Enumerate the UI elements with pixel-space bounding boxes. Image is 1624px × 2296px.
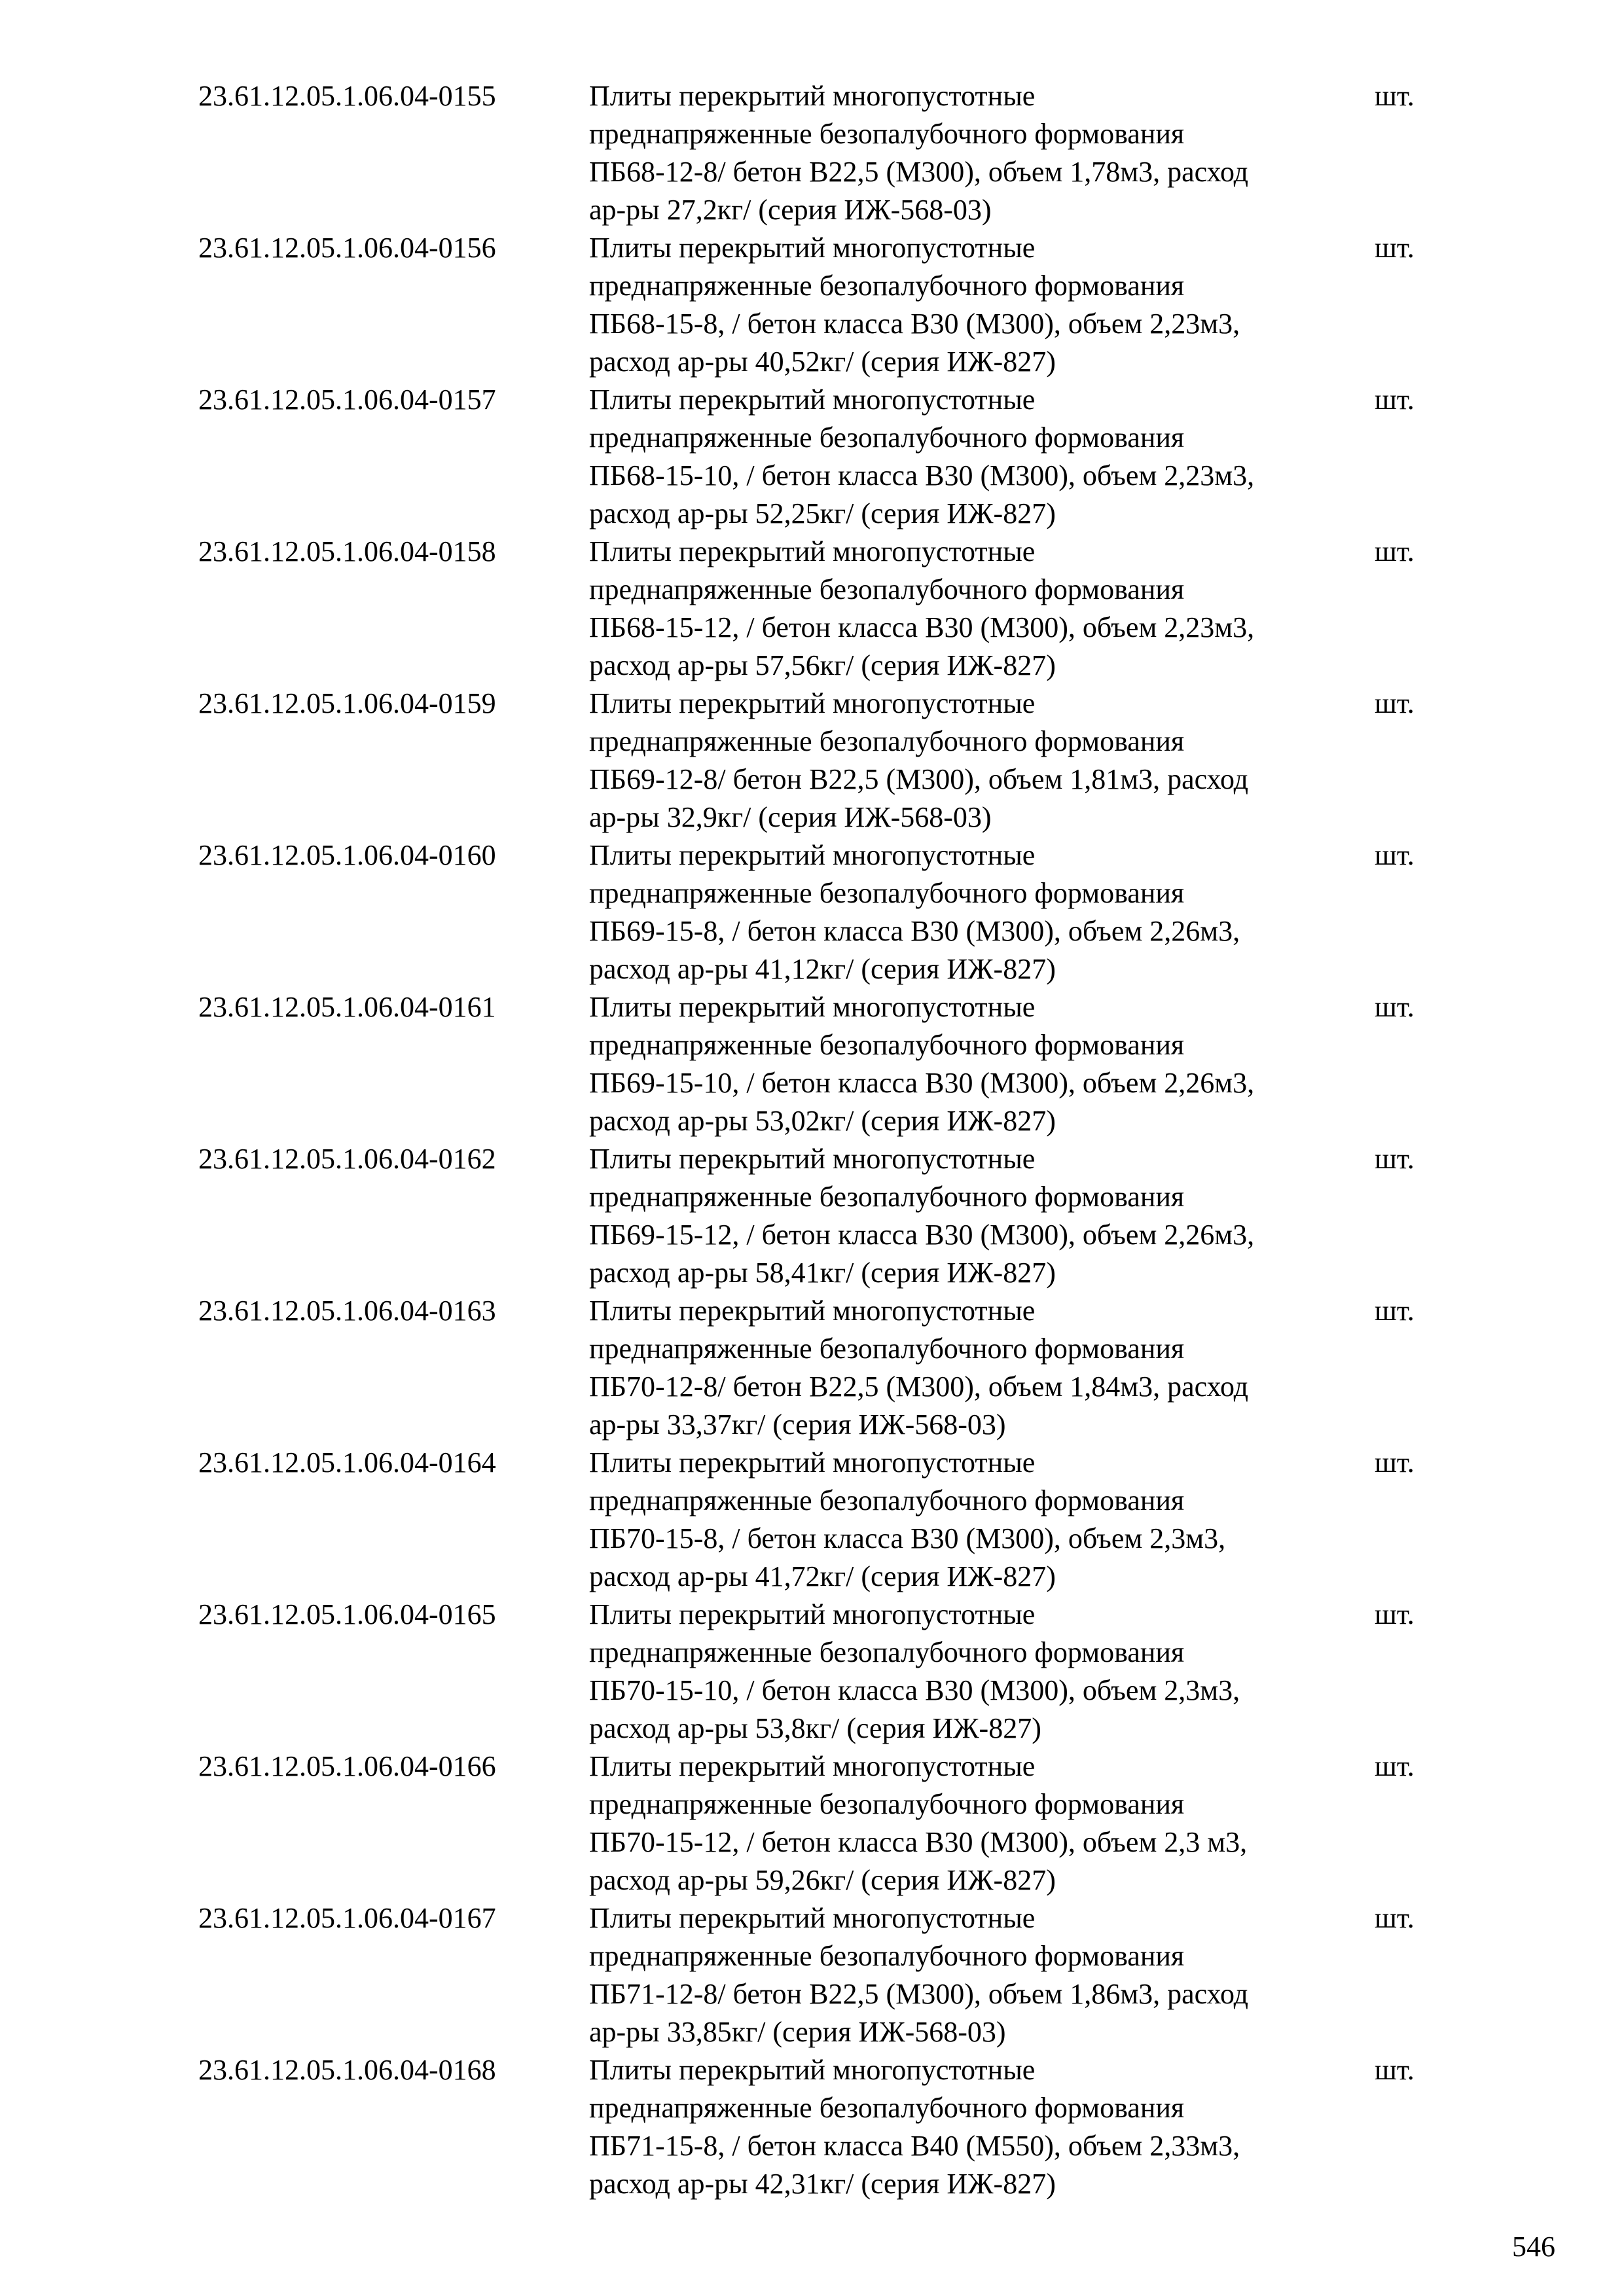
entry-description-line: преднапряженные безопалубочного формования [589,422,1185,454]
entry-description [589,77,1375,229]
entry-description-line: ПБ70-15-8, / бетон класса В30 (М300), объем 2,3м3, [589,1522,1226,1554]
entry-description-line: преднапряженные безопалубочного формования [589,725,1185,757]
entry-description-line: ПБ69-15-8, / бетон класса В30 (М300), объем 2,26м3, [589,915,1240,947]
entry-row [198,1444,1442,1596]
entry-description-line: ПБ69-15-10, / бетон класса В30 (М300), объем 2,26м3, [589,1067,1255,1099]
entry-code: 23.61.12.05.1.06.04-0165 [198,1598,496,1630]
entry-row [198,1899,1442,2051]
entry-description [589,381,1375,533]
entry-description-line: ар-ры 33,85кг/ (серия ИЖ-568-03) [589,2016,1006,2048]
entry-description-line: ПБ68-15-12, / бетон класса В30 (М300), объем 2,23м3, [589,611,1255,643]
entry-row [198,685,1442,836]
entry-description-line: расход ар-ры 42,31кг/ (серия ИЖ-827) [589,2168,1056,2200]
entry-row [198,2051,1442,2203]
entry-description-line: ПБ71-15-8, / бетон класса В40 (М550), объем 2,33м3, [589,2130,1240,2162]
entry-description-line: расход ар-ры 52,25кг/ (серия ИЖ-827) [589,497,1056,529]
entry-description-line: Плиты перекрытий многопустотные [589,1902,1036,1934]
entry-row [198,1292,1442,1444]
entry-unit: шт. [1375,687,1415,719]
entry-description-line: Плиты перекрытий многопустотные [589,1750,1036,1782]
entry-unit: шт. [1375,535,1415,567]
entry-row [198,988,1442,1140]
entry-description-line: расход ар-ры 40,52кг/ (серия ИЖ-827) [589,346,1056,378]
entry-description-line: преднапряженные безопалубочного формования [589,2092,1185,2124]
entry-unit: шт. [1375,1143,1415,1175]
entry-description-line: преднапряженные безопалубочного формования [589,1484,1185,1516]
entry-unit: шт. [1375,1598,1415,1630]
entry-unit: шт. [1375,1902,1415,1934]
entry-code: 23.61.12.05.1.06.04-0166 [198,1750,496,1782]
entry-description [589,2051,1375,2203]
entry-description-line: преднапряженные безопалубочного формования [589,1333,1185,1365]
entry-description-line: преднапряженные безопалубочного формования [589,877,1185,909]
entry-code: 23.61.12.05.1.06.04-0164 [198,1446,496,1479]
entry-description-line: Плиты перекрытий многопустотные [589,839,1036,871]
entry-row [198,381,1442,533]
entry-row [198,77,1442,229]
entry-description [589,1596,1375,1748]
page-number: 546 [1512,2231,1555,2263]
entry-unit: шт. [1375,80,1415,112]
entry-description-line: ПБ69-12-8/ бетон В22,5 (М300), объем 1,81м3, расход [589,763,1249,795]
entry-code: 23.61.12.05.1.06.04-0156 [198,232,496,264]
entry-description [589,1899,1375,2051]
entry-description-line: ПБ70-15-12, / бетон класса В30 (М300), объем 2,3 м3, [589,1826,1248,1858]
entry-description-line: Плиты перекрытий многопустотные [589,1143,1036,1175]
entry-description-line: ПБ68-15-8, / бетон класса В30 (М300), объем 2,23м3, [589,308,1240,340]
entry-description-line: преднапряженные безопалубочного формования [589,1940,1185,1972]
entry-unit: шт. [1375,1295,1415,1327]
entry-description [589,988,1375,1140]
entry-description-line: преднапряженные безопалубочного формования [589,1181,1185,1213]
entry-unit: шт. [1375,232,1415,264]
entry-description-line: Плиты перекрытий многопустотные [589,991,1036,1023]
entry-description [589,1292,1375,1444]
entry-description-line: расход ар-ры 58,41кг/ (серия ИЖ-827) [589,1257,1056,1289]
entry-description-line: преднапряженные безопалубочного формования [589,270,1185,302]
entry-description-line: расход ар-ры 57,56кг/ (серия ИЖ-827) [589,649,1056,681]
entry-description-line: ПБ68-12-8/ бетон В22,5 (М300), объем 1,78м3, расход [589,156,1249,188]
entry-description-line: расход ар-ры 53,02кг/ (серия ИЖ-827) [589,1105,1056,1137]
entry-description-line: ар-ры 33,37кг/ (серия ИЖ-568-03) [589,1408,1006,1441]
entry-row [198,836,1442,988]
entry-code: 23.61.12.05.1.06.04-0167 [198,1902,496,1934]
entry-unit: шт. [1375,839,1415,871]
entry-description-line: ПБ69-15-12, / бетон класса В30 (М300), объем 2,26м3, [589,1219,1255,1251]
entry-description [589,533,1375,685]
entry-code: 23.61.12.05.1.06.04-0155 [198,80,496,112]
entry-code: 23.61.12.05.1.06.04-0161 [198,991,496,1023]
entry-description [589,1140,1375,1292]
entry-description-line: Плиты перекрытий многопустотные [589,1295,1036,1327]
entry-description-line: расход ар-ры 41,12кг/ (серия ИЖ-827) [589,953,1056,985]
entry-description [589,1748,1375,1899]
entry-description-line: преднапряженные безопалубочного формования [589,573,1185,605]
entry-description-line: расход ар-ры 41,72кг/ (серия ИЖ-827) [589,1560,1056,1592]
entry-description-line: ПБ70-12-8/ бетон В22,5 (М300), объем 1,84м3, расход [589,1371,1249,1403]
entry-description-line: Плиты перекрытий многопустотные [589,2054,1036,2086]
entry-row [198,1596,1442,1748]
entry-row [198,1748,1442,1899]
entry-unit: шт. [1375,384,1415,416]
entry-description-line: ПБ71-12-8/ бетон В22,5 (М300), объем 1,86м3, расход [589,1978,1249,2010]
entry-code: 23.61.12.05.1.06.04-0163 [198,1295,496,1327]
entry-description-line: Плиты перекрытий многопустотные [589,535,1036,567]
entry-unit: шт. [1375,991,1415,1023]
entry-description-line: Плиты перекрытий многопустотные [589,384,1036,416]
entry-code: 23.61.12.05.1.06.04-0159 [198,687,496,719]
entry-row [198,1140,1442,1292]
entry-description-line: Плиты перекрытий многопустотные [589,232,1036,264]
entry-row [198,229,1442,381]
entry-description-line: Плиты перекрытий многопустотные [589,1598,1036,1630]
entry-description-line: Плиты перекрытий многопустотные [589,687,1036,719]
entry-code: 23.61.12.05.1.06.04-0168 [198,2054,496,2086]
entry-description-line: Плиты перекрытий многопустотные [589,80,1036,112]
price-entries-list [198,77,1442,2203]
entry-row [198,533,1442,685]
entry-description-line: Плиты перекрытий многопустотные [589,1446,1036,1479]
entry-description-line: преднапряженные безопалубочного формования [589,1788,1185,1820]
entry-description-line: ар-ры 27,2кг/ (серия ИЖ-568-03) [589,194,992,226]
entry-code: 23.61.12.05.1.06.04-0162 [198,1143,496,1175]
entry-description-line: преднапряженные безопалубочного формования [589,118,1185,150]
entry-description [589,685,1375,836]
entry-unit: шт. [1375,2054,1415,2086]
entry-code: 23.61.12.05.1.06.04-0160 [198,839,496,871]
entry-unit: шт. [1375,1750,1415,1782]
entry-description-line: ПБ70-15-10, / бетон класса В30 (М300), объем 2,3м3, [589,1674,1240,1706]
entry-code: 23.61.12.05.1.06.04-0158 [198,535,496,567]
entry-description [589,229,1375,381]
entry-description-line: расход ар-ры 59,26кг/ (серия ИЖ-827) [589,1864,1056,1896]
entry-unit: шт. [1375,1446,1415,1479]
entry-description-line: ар-ры 32,9кг/ (серия ИЖ-568-03) [589,801,992,833]
entry-description-line: расход ар-ры 53,8кг/ (серия ИЖ-827) [589,1712,1041,1744]
entry-description [589,1444,1375,1596]
entry-description [589,836,1375,988]
entry-description-line: преднапряженные безопалубочного формования [589,1636,1185,1668]
entry-code: 23.61.12.05.1.06.04-0157 [198,384,496,416]
entry-description-line: преднапряженные безопалубочного формования [589,1029,1185,1061]
entry-description-line: ПБ68-15-10, / бетон класса В30 (М300), объем 2,23м3, [589,459,1255,492]
